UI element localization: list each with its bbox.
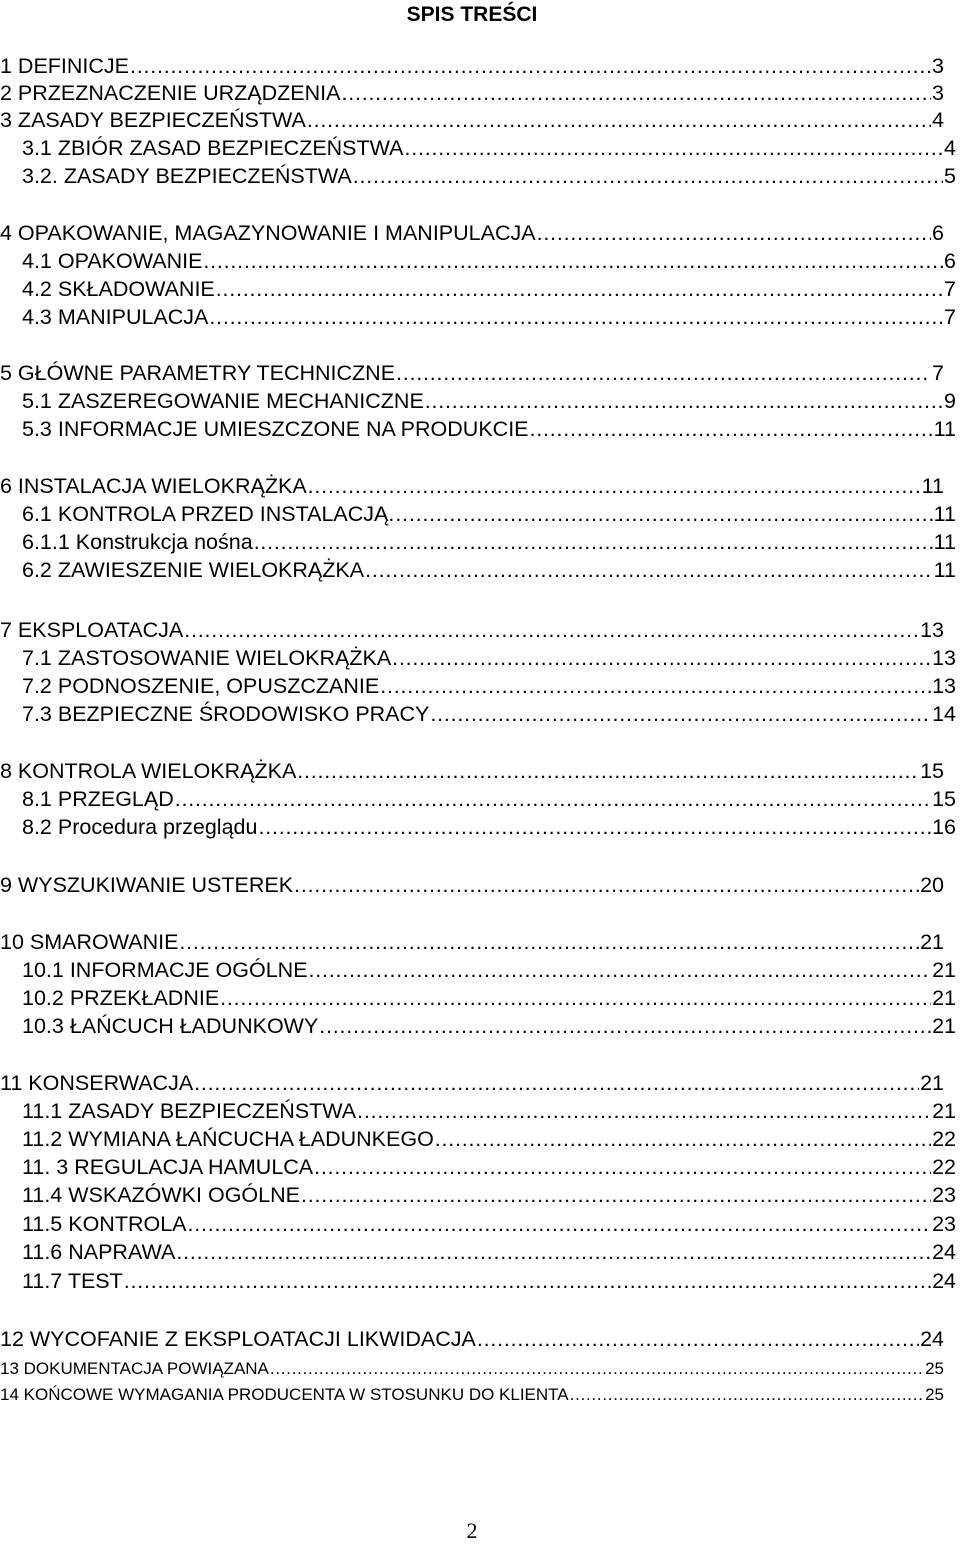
toc-entry-page: 13: [932, 646, 956, 670]
toc-entry[interactable]: [22, 501, 956, 527]
toc-entry-page: 11: [933, 502, 956, 526]
toc-entry-page: 11: [933, 530, 956, 554]
toc-entry[interactable]: [0, 53, 944, 79]
toc-entry-page: 14: [932, 702, 956, 726]
toc-entry-title: 10.3 ŁAŃCUCH ŁADUNKOWY: [22, 1014, 319, 1038]
toc-entry[interactable]: [0, 220, 944, 246]
toc-entry-title: 11.5 KONTROLA: [22, 1212, 187, 1236]
toc-entry[interactable]: [0, 107, 944, 133]
toc-entry[interactable]: [22, 1211, 956, 1237]
toc-entry-page: 15: [932, 787, 956, 811]
toc-entry[interactable]: [22, 1182, 956, 1208]
toc-entry-page: 21: [932, 1014, 956, 1038]
toc-entry[interactable]: [0, 872, 944, 898]
toc-dot-leader: [537, 220, 931, 246]
toc-entry-title: 6 INSTALACJA WIELOKRĄŻKA: [0, 474, 307, 498]
toc-entry-title: 6.2 ZAWIESZENIE WIELOKRĄŻKA: [22, 558, 365, 582]
toc-entry-page: 24: [920, 1327, 944, 1351]
toc-entry-title: 11.6 NAPRAWA: [22, 1240, 176, 1264]
toc-entry[interactable]: [0, 1384, 944, 1406]
toc-dot-leader: [425, 388, 943, 414]
toc-entry-title: 7.2 PODNOSZENIE, OPUSZCZANIE: [22, 674, 380, 698]
toc-dot-leader: [530, 416, 933, 442]
toc-entry[interactable]: [0, 617, 944, 643]
toc-dot-leader: [365, 557, 933, 583]
toc-entry-title: 7.3 BEZPIECZNE ŚRODOWISKO PRACY: [22, 702, 430, 726]
toc-entry-title: 14 KOŃCOWE WYMAGANIA PRODUCENTA W STOSUNKU DO KLIENTA: [0, 1385, 569, 1404]
toc-entry-title: 4.2 SKŁADOWANIE: [22, 277, 215, 301]
toc-entry-title: 10.2 PRZEKŁADNIE: [22, 986, 220, 1010]
toc-dot-leader: [220, 985, 931, 1011]
toc-entry-page: 23: [932, 1212, 956, 1236]
toc-entry[interactable]: [22, 814, 956, 840]
toc-dot-leader: [270, 1358, 924, 1380]
toc-entry[interactable]: [22, 276, 956, 302]
toc-dot-leader: [395, 501, 932, 527]
toc-entry-page: 9: [944, 389, 956, 413]
toc-dot-leader: [396, 360, 931, 386]
toc-dot-leader: [357, 1098, 931, 1124]
toc-entry-page: 25: [925, 1359, 944, 1378]
toc-dot-leader: [301, 1182, 931, 1208]
toc-entry-page: 16: [932, 815, 956, 839]
toc-dot-leader: [307, 107, 931, 133]
toc-entry-page: 21: [932, 1099, 956, 1123]
toc-dot-leader: [380, 673, 931, 699]
toc-dot-leader: [570, 1384, 924, 1406]
toc-entry[interactable]: [22, 957, 956, 983]
toc-entry-title: 7 EKSPLOATACJA: [0, 618, 184, 642]
toc-entry-page: 11: [921, 474, 944, 498]
toc-dot-leader: [294, 872, 919, 898]
toc-dot-leader: [216, 276, 943, 302]
toc-entry-title: 11.1 ZASADY BEZPIECZEŃSTWA: [22, 1099, 357, 1123]
toc-entry-title: 8.1 PRZEGLĄD: [22, 787, 174, 811]
toc-entry-page: 6: [932, 221, 944, 245]
toc-dot-leader: [392, 645, 931, 671]
toc-entry[interactable]: [22, 1098, 956, 1124]
toc-entry[interactable]: [22, 163, 956, 189]
toc-entry-title: 4 OPAKOWANIE, MAGAZYNOWANIE I MANIPULACJA: [0, 221, 536, 245]
toc-entry-title: 8.2 Procedura przeglądu: [22, 815, 258, 839]
toc-entry-page: 6: [944, 249, 956, 273]
toc-entry-page: 4: [944, 136, 956, 160]
page-number: 2: [466, 1518, 478, 1543]
toc-entry[interactable]: [0, 1326, 944, 1352]
toc-dot-leader: [477, 1326, 919, 1352]
toc-entry[interactable]: [22, 1239, 956, 1265]
toc-entry[interactable]: [22, 701, 956, 727]
toc-entry-page: 23: [932, 1183, 956, 1207]
toc-entry-title: 6.1.1 Konstrukcja nośna: [22, 530, 253, 554]
toc-entry-title: 4.3 MANIPULACJA: [22, 305, 209, 329]
toc-entry-page: 24: [932, 1240, 956, 1264]
toc-dot-leader: [184, 617, 919, 643]
toc-entry-title: 3.1 ZBIÓR ZASAD BEZPIECZEŃSTWA: [22, 136, 404, 160]
toc-dot-leader: [430, 701, 931, 727]
toc-entry-title: 10 SMAROWANIE: [0, 930, 179, 954]
toc-dot-leader: [258, 814, 931, 840]
toc-dot-leader: [194, 1070, 919, 1096]
toc-entry[interactable]: [22, 1268, 956, 1294]
toc-entry-page: 20: [920, 873, 944, 897]
toc-entry-page: 3: [932, 54, 944, 78]
toc-entry-page: 13: [920, 618, 944, 642]
toc-dot-leader: [314, 1154, 931, 1180]
toc-dot-leader: [308, 473, 921, 499]
toc-entry-title: 3 ZASADY BEZPIECZEŃSTWA: [0, 108, 306, 132]
toc-dot-leader: [130, 53, 931, 79]
toc-entry-page: 21: [932, 986, 956, 1010]
toc-entry-title: 11.2 WYMIANA ŁAŃCUCHA ŁADUNKEGO: [22, 1127, 434, 1151]
toc-entry[interactable]: [0, 929, 944, 955]
toc-dot-leader: [254, 529, 933, 555]
toc-entry[interactable]: [22, 557, 956, 583]
toc-entry-page: 7: [944, 277, 956, 301]
toc-dot-leader: [319, 1013, 931, 1039]
toc-dot-leader: [297, 758, 919, 784]
toc-title: SPIS TREŚCI: [406, 3, 538, 26]
toc-entry-title: 13 DOKUMENTACJA POWIĄZANA: [0, 1359, 269, 1378]
toc-entry[interactable]: [22, 135, 956, 161]
toc-entry-page: 21: [920, 1071, 944, 1095]
toc-entry-title: 1 DEFINICJE: [0, 54, 130, 78]
toc-entry[interactable]: [22, 416, 956, 442]
toc-entry[interactable]: [22, 645, 956, 671]
toc-entry[interactable]: [22, 985, 956, 1011]
toc-entry-title: 7.1 ZASTOSOWANIE WIELOKRĄŻKA: [22, 646, 392, 670]
toc-entry-page: 4: [932, 108, 944, 132]
toc-entry-page: 11: [933, 417, 956, 441]
toc-entry-title: 11 KONSERWACJA: [0, 1071, 194, 1095]
toc-entry-page: 7: [932, 361, 944, 385]
toc-entry-title: 5 GŁÓWNE PARAMETRY TECHNICZNE: [0, 361, 396, 385]
toc-dot-leader: [179, 929, 919, 955]
toc-entry[interactable]: [22, 786, 956, 812]
toc-entry[interactable]: [22, 1013, 956, 1039]
toc-dot-leader: [435, 1126, 931, 1152]
toc-entry-title: 5.3 INFORMACJE UMIESZCZONE NA PRODUKCIE: [22, 417, 529, 441]
toc-entry[interactable]: [0, 360, 944, 386]
toc-entry-title: 11. 3 REGULACJA HAMULCA: [22, 1155, 314, 1179]
toc-entry-page: 7: [944, 305, 956, 329]
toc-entry-title: 10.1 INFORMACJE OGÓLNE: [22, 958, 308, 982]
toc-entry-page: 21: [932, 958, 956, 982]
toc-entry-title: 3.2. ZASADY BEZPIECZEŃSTWA: [22, 164, 352, 188]
toc-entry[interactable]: [22, 1126, 956, 1152]
toc-dot-leader: [405, 135, 944, 161]
toc-entry[interactable]: [22, 673, 956, 699]
toc-entry[interactable]: [0, 473, 944, 499]
toc-entry-title: 11.4 WSKAZÓWKI OGÓLNE: [22, 1183, 300, 1207]
toc-dot-leader: [209, 304, 943, 330]
toc-entry-title: 4.1 OPAKOWANIE: [22, 249, 203, 273]
toc-entry-page: 21: [920, 930, 944, 954]
toc-entry[interactable]: [22, 304, 956, 330]
toc-dot-leader: [309, 957, 932, 983]
toc-entry[interactable]: [22, 248, 956, 274]
toc-entry-title: 12 WYCOFANIE Z EKSPLOATACJI LIKWIDACJA: [0, 1327, 476, 1351]
toc-entry[interactable]: [0, 80, 944, 106]
toc-entry-page: 25: [925, 1385, 944, 1404]
toc-entry-page: 24: [932, 1269, 956, 1293]
toc-entry[interactable]: [0, 1070, 944, 1096]
toc-dot-leader: [124, 1268, 931, 1294]
toc-dot-leader: [188, 1211, 932, 1237]
toc-entry-title: 2 PRZEZNACZENIE URZĄDZENIA: [0, 81, 341, 105]
toc-entry-page: 22: [932, 1155, 956, 1179]
toc-entry-page: 11: [933, 558, 956, 582]
toc-entry[interactable]: [0, 758, 944, 784]
toc-entry[interactable]: [22, 388, 956, 414]
toc-dot-leader: [353, 163, 943, 189]
toc-entry-page: 5: [944, 164, 956, 188]
toc-dot-leader: [203, 248, 943, 274]
toc-entry[interactable]: [0, 1358, 944, 1380]
toc-entry[interactable]: [22, 1154, 956, 1180]
toc-entry[interactable]: [22, 529, 956, 555]
toc-entry-page: 22: [932, 1127, 956, 1151]
toc-entry-page: 13: [932, 674, 956, 698]
toc-dot-leader: [341, 80, 931, 106]
toc-entry-page: 3: [932, 81, 944, 105]
toc-entry-title: 9 WYSZUKIWANIE USTEREK: [0, 873, 294, 897]
toc-entry-title: 5.1 ZASZEREGOWANIE MECHANICZNE: [22, 389, 424, 413]
toc-entry-title: 6.1 KONTROLA PRZED INSTALACJĄ.: [22, 502, 395, 526]
toc-dot-leader: [176, 1239, 931, 1265]
toc-dot-leader: [175, 786, 931, 812]
toc-entry-title: 8 KONTROLA WIELOKRĄŻKA: [0, 759, 297, 783]
toc-entry-title: 11.7 TEST: [22, 1269, 123, 1293]
toc-entry-page: 15: [920, 759, 944, 783]
